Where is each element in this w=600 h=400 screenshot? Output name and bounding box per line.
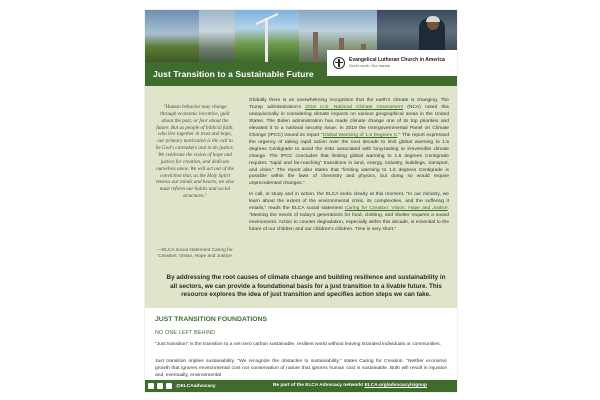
hard-hat-icon [426,16,440,22]
section-heading: JUST TRANSITION FOUNDATIONS [155,316,268,323]
twitter-icon[interactable] [157,383,163,389]
emphasis-statement: By addressing the root causes of climate change and building resilience and sustainability in all sectors, we can provide a foundational basis for a just transition to a livable future. This resource explores the idea of just transition and specifies action steps we can take. [166,274,446,298]
footer-cta [273,383,427,388]
org-logo-block [327,50,457,76]
cross-logo-icon [333,57,345,69]
text-run: In call, in study and in action, the ELCA looks clearly at this moment. "In our ministry, we learn about the extent of the environmental crisis, its complexities, and the suffering it entails," reads the ELCA social statement [249,192,449,212]
text-run: ." The report expressed the urgency of taking rapid action over the next decade to limit global warming to 1.5 degrees Centigrade to avoid the risks associated with long-lasting or irreversible climate change. The IPCC concludes that limiting global warming to 1.5 degrees Centigrade requires "rapid and far-reaching" transitions in land, energy, industry, buildings, transport, and cities." The report also states that "limiting warming to 1.5 degrees Centigrade is possible within the laws of chemistry and physics, but doing so would require unprecedented changes." [249,132,449,187]
intro-paragraph-1 [249,98,449,188]
social-handle: @ELCAadvocacy [176,383,216,389]
document-page [145,10,457,392]
signup-link[interactable]: ELCA.org/advocacy/signup [364,383,427,388]
quote-attribution: —ELCA social statement Caring for Creation: Vision, Hope and Justice [157,248,233,260]
wind-turbine-photo [235,10,299,62]
instagram-icon[interactable] [166,383,172,389]
section-subheading: NO ONE LEFT BEHIND [155,330,216,336]
ipcc-report-link[interactable]: Global Warming of 1.5 Degrees C [322,132,398,138]
text-run: Globally there is an overwhelming recognition that the earth's climate is changing. The Trump administration's [249,98,449,110]
sidebar-quote: "Human behavior may change through economic incentive, guilt about the past, or fear about the future. But as people of biblical faith, who live together in trust and hope, our primary motivation is the call to be God's caretakers and to do justice. We celebrate the vision of hope and justice for creation, and dedicate ourselves anew. We will act out of the conviction that, as the Holy Spirit renews our minds and hearts, we also must reform our habits and social structures." [155,104,235,200]
caring-for-creation-link[interactable]: Caring for Creation: Vision, Hope and Justice [344,206,448,212]
fence-post [313,32,318,62]
foundations-paragraph-1: "Just transition" is the transition to a net-zero carbon sustainable, resilient world without leaving stranded individuals or communities. [155,342,441,347]
landscape-photo [145,10,199,62]
nca-report-link[interactable]: 2018 U.S. National Climate Assessment [305,104,404,110]
page-title: Just Transition to a Sustainable Future [153,69,314,79]
foundations-paragraph-2: Just transition implies sustainability. "We recognize the obstacles to sustainability," states Caring for Creation. "Neither economic growth that ignores environmental cost nor conservation of nature that ignores human cost is sustainable. Both will result in injustice and, eventually, environmental [155,359,447,379]
facebook-icon[interactable] [148,383,154,389]
cta-text: Be part of the ELCA Advocacy network! [273,383,365,388]
text-run: (NCA) noted this unequivocally in considering climate impacts on various geographical areas in the United States. The Biden administration has made climate change one of its top priorities and elevated it to a national security issue. In 2019 the Intergovernmental Panel on Climate Change (IPCC) issued its report " [249,104,449,138]
page-footer [145,380,457,392]
turbine-pole [265,18,268,62]
intro-paragraph-2 [249,192,449,234]
org-tagline: God's work. Our hands. [349,62,391,68]
text-run: . "Meeting the needs of today's generations for food, clothing, and shelter requires a sound environment. Action to counter degradation, especially within this decade, is essential to the future of our children and our children's children. Time is very short." [249,206,450,233]
intro-body [249,98,449,238]
org-name: Evangelical Lutheran Church in America [349,56,445,63]
plant-photo [199,10,235,62]
